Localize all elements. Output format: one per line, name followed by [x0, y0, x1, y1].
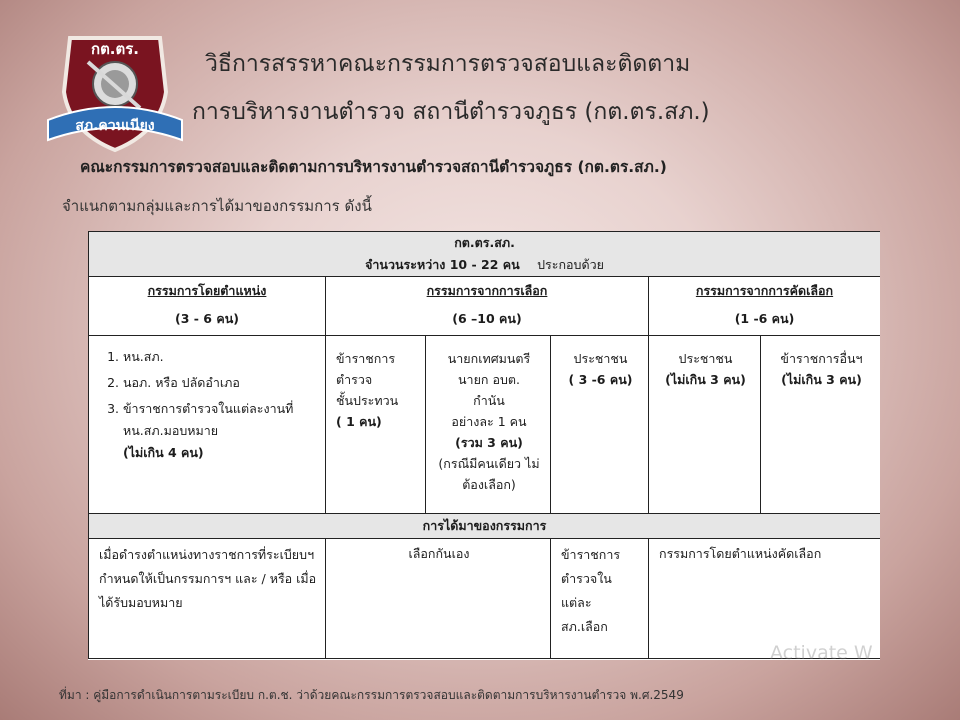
- group-by-election: [326, 277, 649, 336]
- acquisition-header: การได้มาของกรรมการ: [89, 514, 881, 539]
- group-count: (1 -6 คน): [734, 311, 795, 326]
- acquisition-mutual-cell: เลือกกันเอง: [326, 539, 551, 659]
- election-police-cell: ข้าราชการ ตำรวจ ชั้นประทวน ( 1 คน): [326, 336, 426, 514]
- position-item: 1. หน.สภ.: [123, 346, 317, 368]
- position-members-cell: [89, 336, 326, 514]
- group-name: กรรมการจากการคัดเลือก: [695, 283, 834, 298]
- committee-table: [88, 231, 880, 660]
- acquisition-police-cell: ข้าราชการตำรวจในแต่ละ สภ.เลือก: [551, 539, 649, 659]
- position-limit: (ไม่เกิน 4 คน): [123, 445, 204, 460]
- selection-officials-cell: ข้าราชการอื่นฯ (ไม่เกิน 3 คน): [761, 336, 881, 514]
- page-title-line2: การบริหารงานตำรวจ สถานีตำรวจภูธร (กต.ตร.สภ.): [192, 99, 710, 125]
- group-name: กรรมการจากการเลือก: [426, 283, 548, 298]
- acquisition-selection-cell: กรรมการโดยตำแหน่งคัดเลือก: [649, 539, 881, 659]
- page-title-line1: วิธีการสรรหาคณะกรรมการตรวจสอบและติดตาม: [205, 51, 691, 77]
- group-name: กรรมการโดยตำแหน่ง: [147, 283, 267, 298]
- selection-public-cell: ประชาชน (ไม่เกิน 3 คน): [649, 336, 761, 514]
- classification-text: จำแนกตามกลุ่มและการได้มาของกรรมการ ดังนี้: [62, 197, 372, 215]
- member-count: จำนวนระหว่าง 10 - 22 คน: [365, 257, 520, 272]
- source-citation: ที่มา : คู่มือการดำเนินการตามระเบียบ ก.ต.ช. ว่าด้วยคณะกรรมการตรวจสอบและติดตามการบริหารงานตำรวจ พ.ศ.2549: [59, 688, 684, 702]
- group-count: (3 - 6 คน): [175, 311, 239, 326]
- group-by-selection: [649, 277, 881, 336]
- committee-subtitle: คณะกรรมการตรวจสอบและติดตามการบริหารงานตำรวจสถานีตำรวจภูธร (กต.ตร.สภ.): [80, 158, 667, 176]
- composed-of-label: ประกอบด้วย: [537, 257, 604, 272]
- table-header: [89, 232, 881, 277]
- position-item: 2. นอภ. หรือ ปลัดอำเภอ: [123, 372, 317, 394]
- police-station-logo: [40, 32, 190, 157]
- table-title: กต.ตร.สภ.: [454, 235, 515, 250]
- position-item: 3. ข้าราชการตำรวจในแต่ละงานที่ หน.สภ.มอบหมาย (ไม่เกิน 4 คน): [123, 398, 317, 464]
- election-local-leaders-cell: นายกเทศมนตรี นายก อบต. กำนัน อย่างละ 1 คน (รวม 3 คน) (กรณีมีคนเดียว ไม่ต้องเลือก): [426, 336, 551, 514]
- group-by-position: [89, 277, 326, 336]
- group-count: (6 –10 คน): [452, 311, 522, 326]
- activate-windows-watermark: Activate W: [770, 642, 873, 664]
- election-public-cell: ประชาชน ( 3 -6 คน): [551, 336, 649, 514]
- acquisition-position-cell: เมื่อดำรงตำแหน่งทางราชการที่ระเบียบฯ กำหนดให้เป็นกรรมการฯ และ / หรือ เมื่อได้รับมอบหมาย: [89, 539, 326, 659]
- logo-ribbon-text: สภ.ควนเนียง: [75, 118, 155, 134]
- logo-top-text: กต.ตร.: [90, 40, 140, 58]
